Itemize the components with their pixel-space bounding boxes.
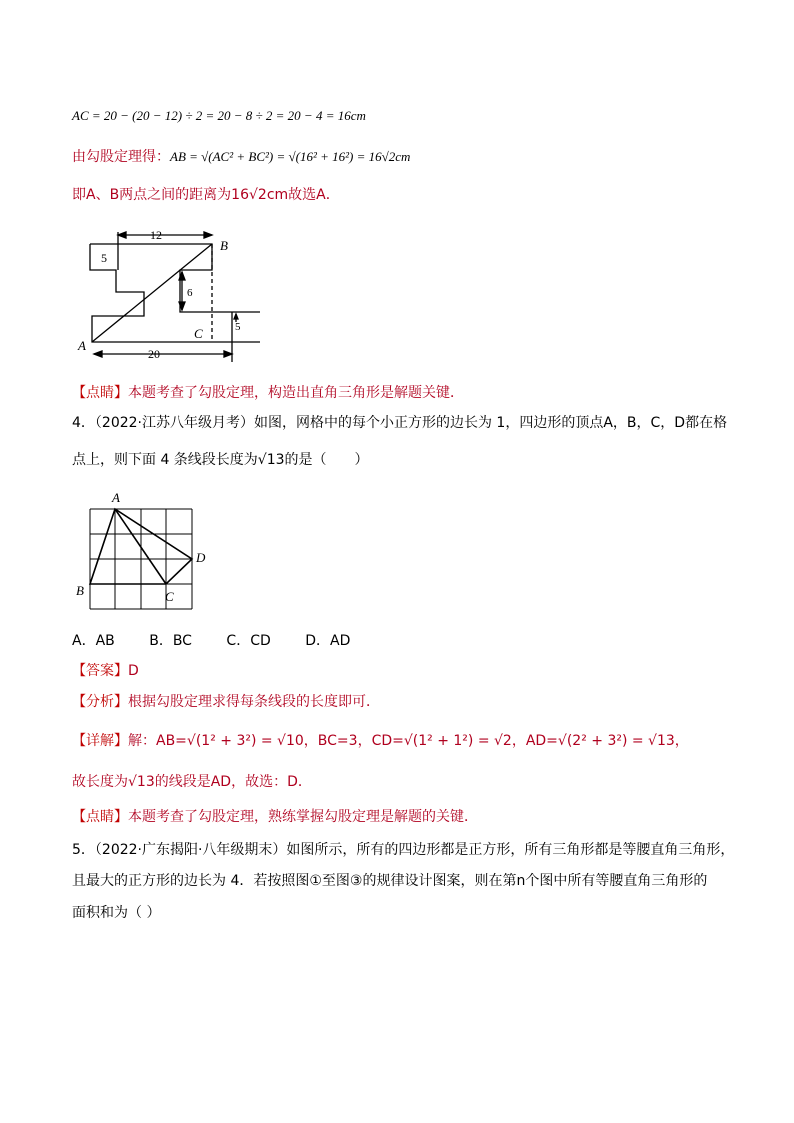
answer-tag: 【答案】: [72, 663, 128, 679]
remark-2: [72, 807, 478, 827]
option-d[interactable]: D．AD: [305, 633, 351, 649]
answer-text: D: [128, 663, 139, 679]
formula-ab-prefix: 由勾股定理得：: [72, 149, 170, 165]
answer-options: [72, 631, 380, 651]
remark-1: [72, 383, 464, 403]
analysis-tag: 【分析】: [72, 694, 128, 710]
detail-tag: 【详解】: [72, 733, 128, 749]
point-label-b: B: [220, 238, 228, 253]
option-c[interactable]: C．CD: [226, 633, 271, 649]
analysis-line: [72, 692, 380, 712]
question-5-line-2: 且最大的正方形的边长为 4．若按照图①至图③的规律设计图案，则在第n个图中所有等腰直角三角形的: [72, 873, 708, 889]
dim-label-20: 20: [148, 347, 160, 361]
grid-label-d: D: [196, 550, 206, 565]
formula-ab-line: [72, 147, 410, 167]
remark-2-tag: 【点睛】: [72, 809, 128, 825]
detail-text: 解：AB=√(1² + 3²) = √10，BC=3，CD=√(1² + 1²) = √2，AD=√(2² + 3²) = √13，: [128, 733, 689, 749]
dim-label-6: 6: [187, 287, 193, 299]
option-a[interactable]: A．AB: [72, 633, 115, 649]
figure-staircase: [70, 224, 270, 364]
conclusion-line: 故长度为√13的线段是AD，故选：D．: [72, 774, 312, 790]
figure-grid-quadrilateral: [70, 488, 220, 614]
analysis-text: 根据勾股定理求得每条线段的长度即可．: [128, 694, 380, 710]
question-4-line-1: 4．（2022·江苏八年级月考）如图，网格中的每个小正方形的边长为 1，四边形的顶点A，B，C，D都在格: [72, 415, 728, 431]
grid-label-c: C: [165, 589, 174, 604]
option-b[interactable]: B．BC: [149, 633, 192, 649]
point-label-a: A: [78, 338, 86, 353]
question-4-line-2: 点上，则下面 4 条线段长度为√13的是（ ）: [72, 452, 369, 468]
question-5-line-3: 面积和为（ ）: [72, 905, 161, 921]
formula-ab: AB = √(AC² + BC²) = √(16² + 16²) = 16√2cm: [170, 149, 411, 164]
grid-label-b: B: [76, 583, 84, 598]
answer-line: [72, 661, 139, 681]
remark-1-text: 本题考查了勾股定理，构造出直角三角形是解题关键．: [128, 385, 464, 401]
remark-1-tag: 【点睛】: [72, 385, 128, 401]
remark-2-text: 本题考查了勾股定理，熟练掌握勾股定理是解题的关键．: [128, 809, 478, 825]
point-label-c: C: [194, 326, 203, 341]
dim-label-5-right: 5: [235, 321, 241, 333]
detail-line: [72, 731, 689, 751]
dim-label-12: 12: [150, 228, 162, 242]
formula-ac: AC = 20 − (20 − 12) ÷ 2 = 20 − 8 ÷ 2 = 20 − 4 = 16cm: [72, 108, 366, 123]
grid-label-a: A: [112, 490, 120, 505]
dim-label-5-left: 5: [101, 251, 107, 265]
distance-conclusion: 即A、B两点之间的距离为16√2cm故选A．: [72, 187, 340, 203]
question-5-line-1: 5．（2022·广东揭阳·八年级期末）如图所示，所有的四边形都是正方形，所有三角形都是等腰直角三角形，: [72, 842, 735, 858]
